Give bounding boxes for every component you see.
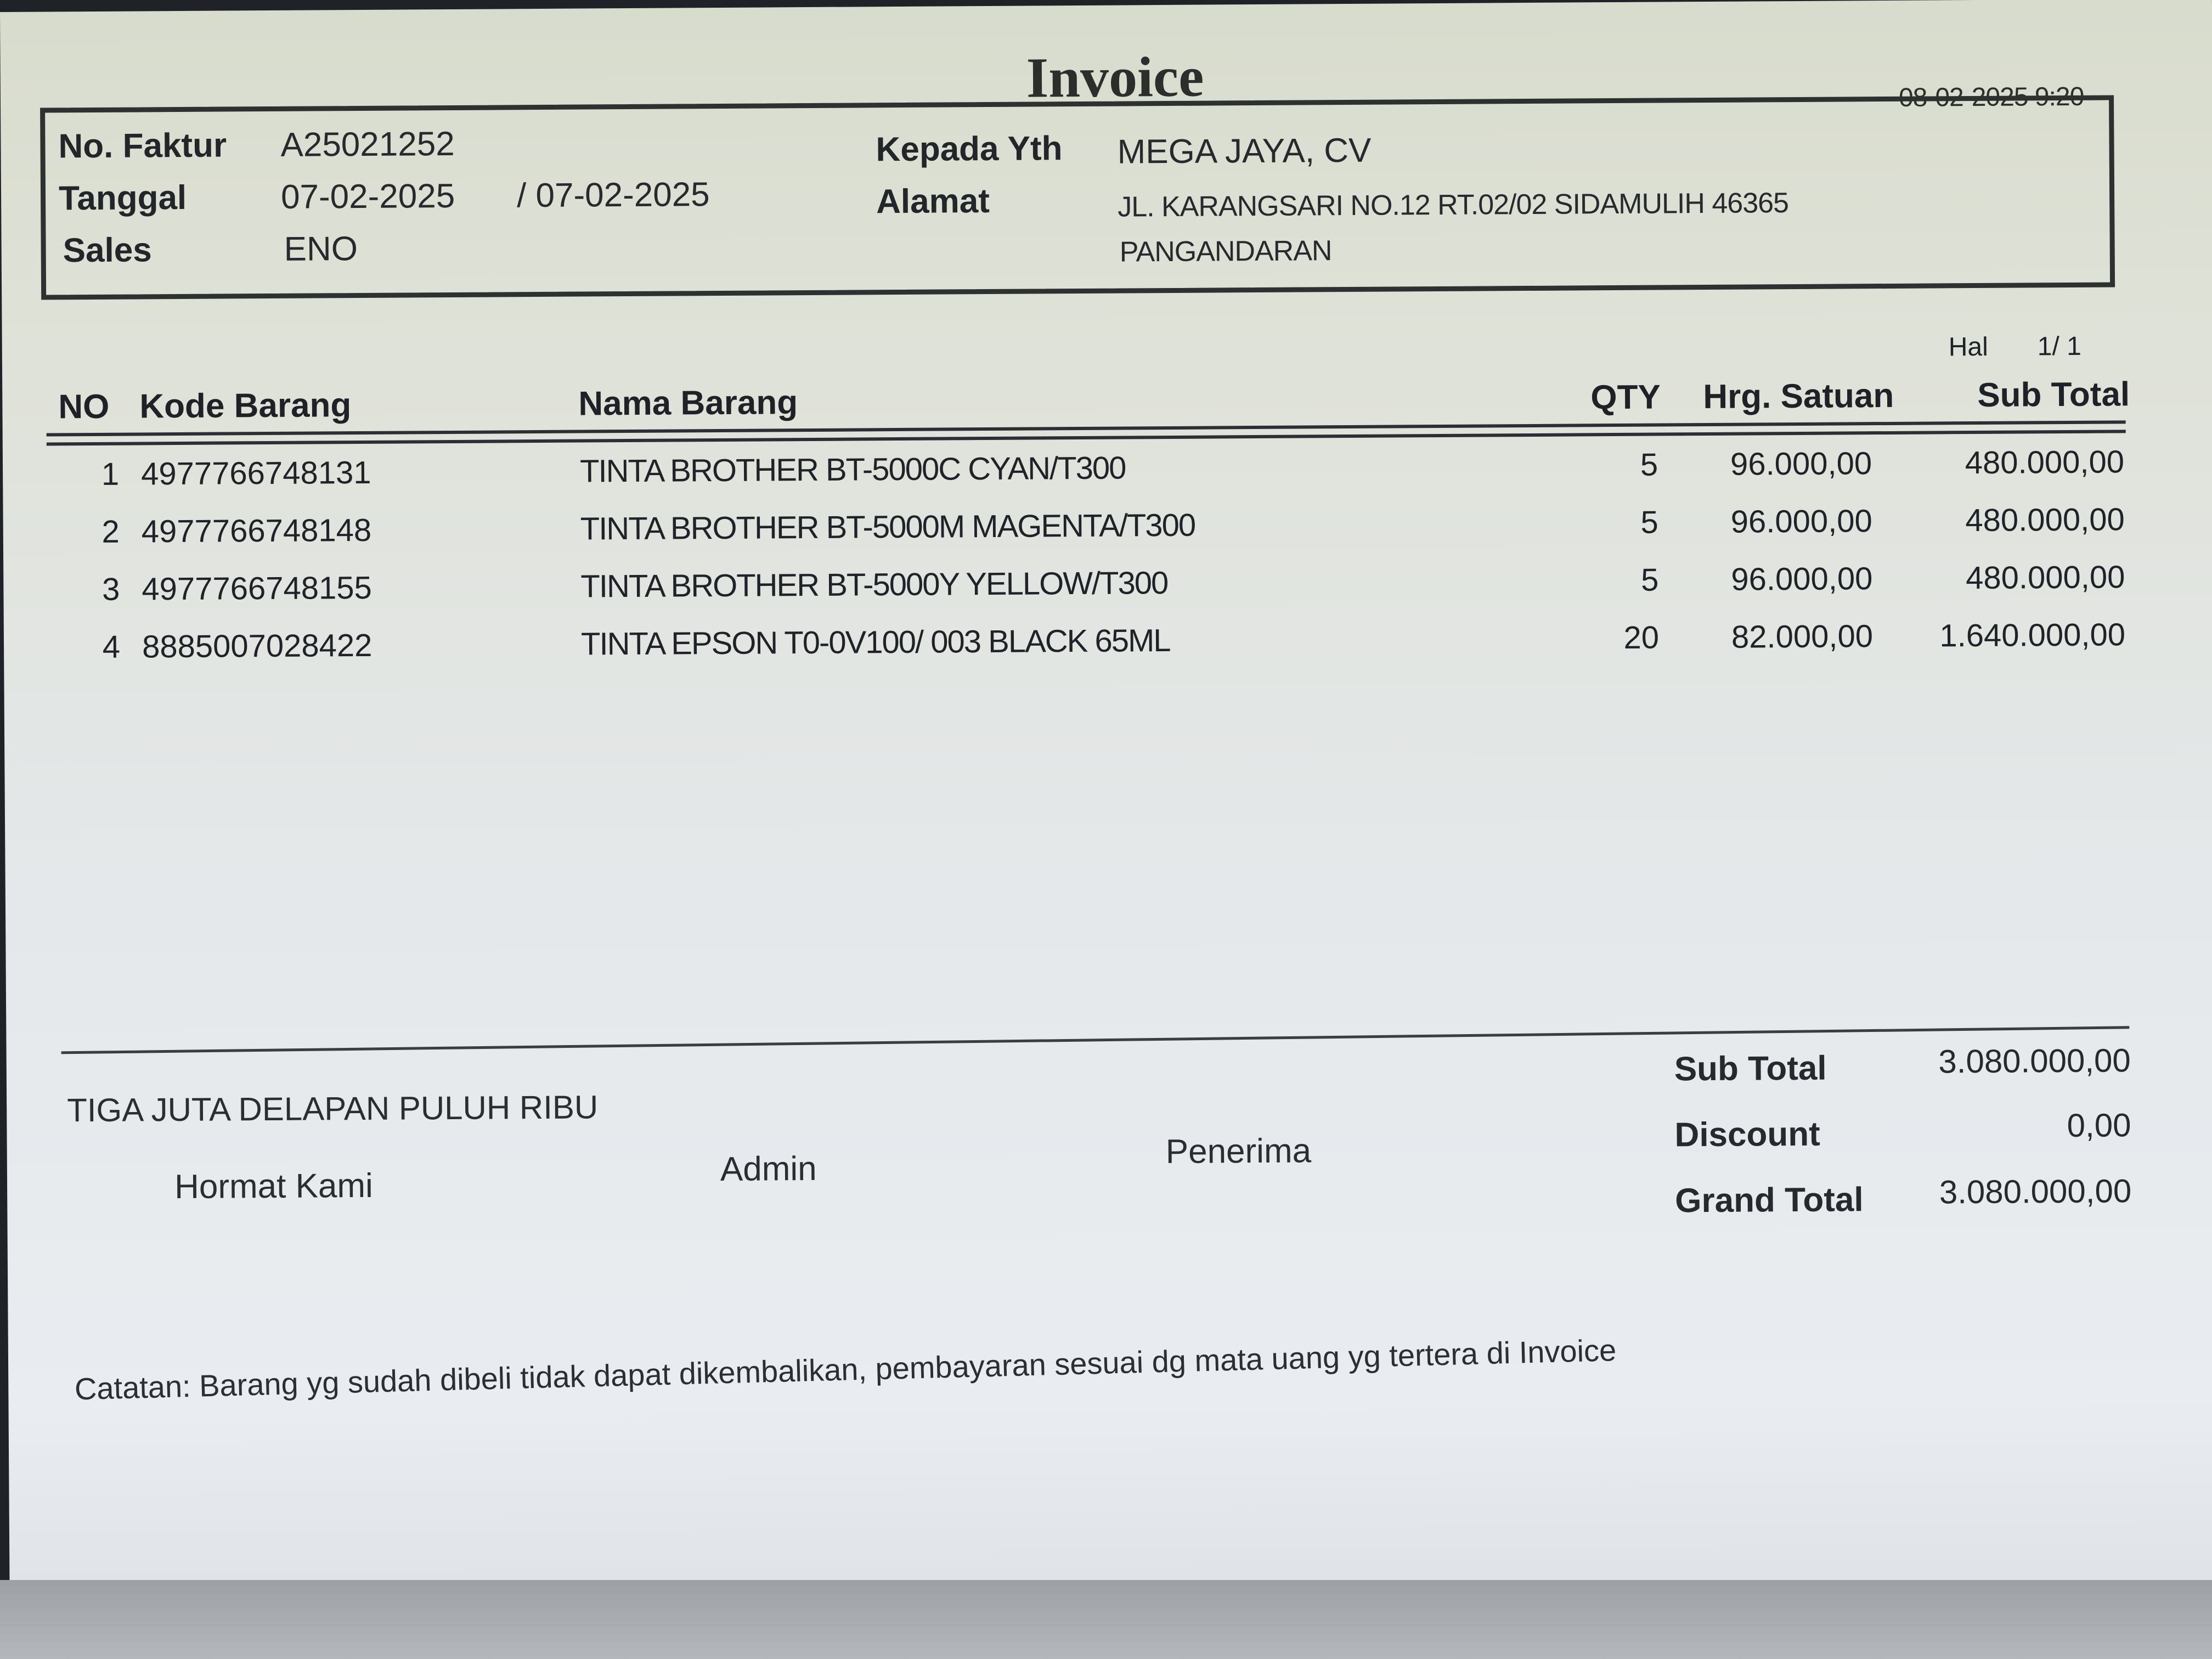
row-subtotal: 480.000,00 [1965, 501, 2125, 539]
tanggal-value-1: 07-02-2025 [280, 177, 455, 216]
subtotal-value: 3.080.000,00 [1938, 1042, 2131, 1080]
row-harga: 96.000,00 [1730, 445, 1872, 482]
signature-admin: Admin [720, 1149, 817, 1189]
page-label: Hal [1948, 332, 1988, 362]
row-qty: 5 [1640, 562, 1659, 598]
table-row [3, 558, 2212, 621]
discount-value: 0,00 [2067, 1107, 2131, 1144]
row-kode: 4977766748155 [142, 569, 372, 607]
table-row [3, 500, 2212, 563]
kepada-value: MEGA JAYA, CV [1117, 131, 1372, 171]
row-no: 1 [101, 456, 120, 492]
row-nama: TINTA BROTHER BT-5000Y YELLOW/T300 [580, 565, 1168, 605]
row-harga: 96.000,00 [1730, 503, 1872, 540]
row-no: 2 [101, 514, 120, 550]
row-subtotal: 480.000,00 [1965, 444, 2125, 481]
sales-label: Sales [63, 231, 152, 270]
row-qty: 20 [1623, 619, 1660, 656]
row-nama: TINTA EPSON T0-0V100/ 003 BLACK 65ML [580, 622, 1170, 662]
row-qty: 5 [1640, 447, 1658, 483]
alamat-line-1: JL. KARANGSARI NO.12 RT.02/02 SIDAMULIH 46365 [1118, 187, 1789, 223]
row-nama: TINTA BROTHER BT-5000M MAGENTA/T300 [580, 507, 1195, 547]
no-faktur-value: A25021252 [280, 125, 455, 164]
sales-value: ENO [284, 230, 358, 268]
table-row [3, 443, 2212, 506]
tanggal-label: Tanggal [58, 178, 187, 218]
table-row [4, 616, 2212, 679]
row-harga: 96.000,00 [1731, 561, 1873, 597]
col-header-no: NO [58, 387, 110, 426]
row-kode: 4977766748148 [141, 512, 372, 550]
col-header-qty: QTY [1590, 378, 1661, 417]
print-datetime: 08-02-2025 9:20 [1898, 82, 2084, 112]
page-value: 1/ 1 [2037, 331, 2082, 362]
signature-penerima: Penerima [1165, 1132, 1312, 1171]
row-subtotal: 480.000,00 [1965, 559, 2125, 596]
kepada-label: Kepada Yth [876, 129, 1063, 169]
amount-in-words: TIGA JUTA DELAPAN PULUH RIBU [67, 1088, 599, 1129]
row-harga: 82.000,00 [1731, 618, 1874, 655]
row-no: 4 [102, 629, 121, 665]
invoice-title: Invoice [1026, 45, 1204, 110]
subtotal-label: Sub Total [1674, 1049, 1827, 1088]
row-subtotal: 1.640.000,00 [1939, 617, 2126, 654]
row-kode: 4977766748131 [140, 454, 371, 492]
monitor-bezel [0, 1580, 2212, 1659]
row-qty: 5 [1640, 504, 1658, 540]
grand-total-value: 3.080.000,00 [1939, 1172, 2132, 1211]
tanggal-value-2: / 07-02-2025 [516, 176, 710, 215]
signature-hormat-kami: Hormat Kami [174, 1166, 374, 1206]
row-no: 3 [101, 571, 120, 607]
row-kode: 8885007028422 [142, 627, 373, 665]
discount-label: Discount [1674, 1115, 1821, 1154]
row-nama: TINTA BROTHER BT-5000C CYAN/T300 [579, 450, 1126, 489]
alamat-label: Alamat [876, 182, 990, 221]
grand-total-label: Grand Total [1675, 1181, 1864, 1220]
col-header-kode: Kode Barang [139, 386, 352, 426]
col-header-subtotal: Sub Total [1977, 375, 2130, 414]
alamat-line-2: PANGANDARAN [1119, 235, 1332, 268]
invoice-note: Catatan: Barang yg sudah dibeli tidak dapat dikembalikan, pembayaran sesuai dg mata uang yg tertera di Invoice [74, 1333, 1617, 1407]
no-faktur-label: No. Faktur [58, 126, 227, 166]
col-header-nama: Nama Barang [578, 383, 798, 423]
col-header-harga: Hrg. Satuan [1703, 376, 1894, 416]
